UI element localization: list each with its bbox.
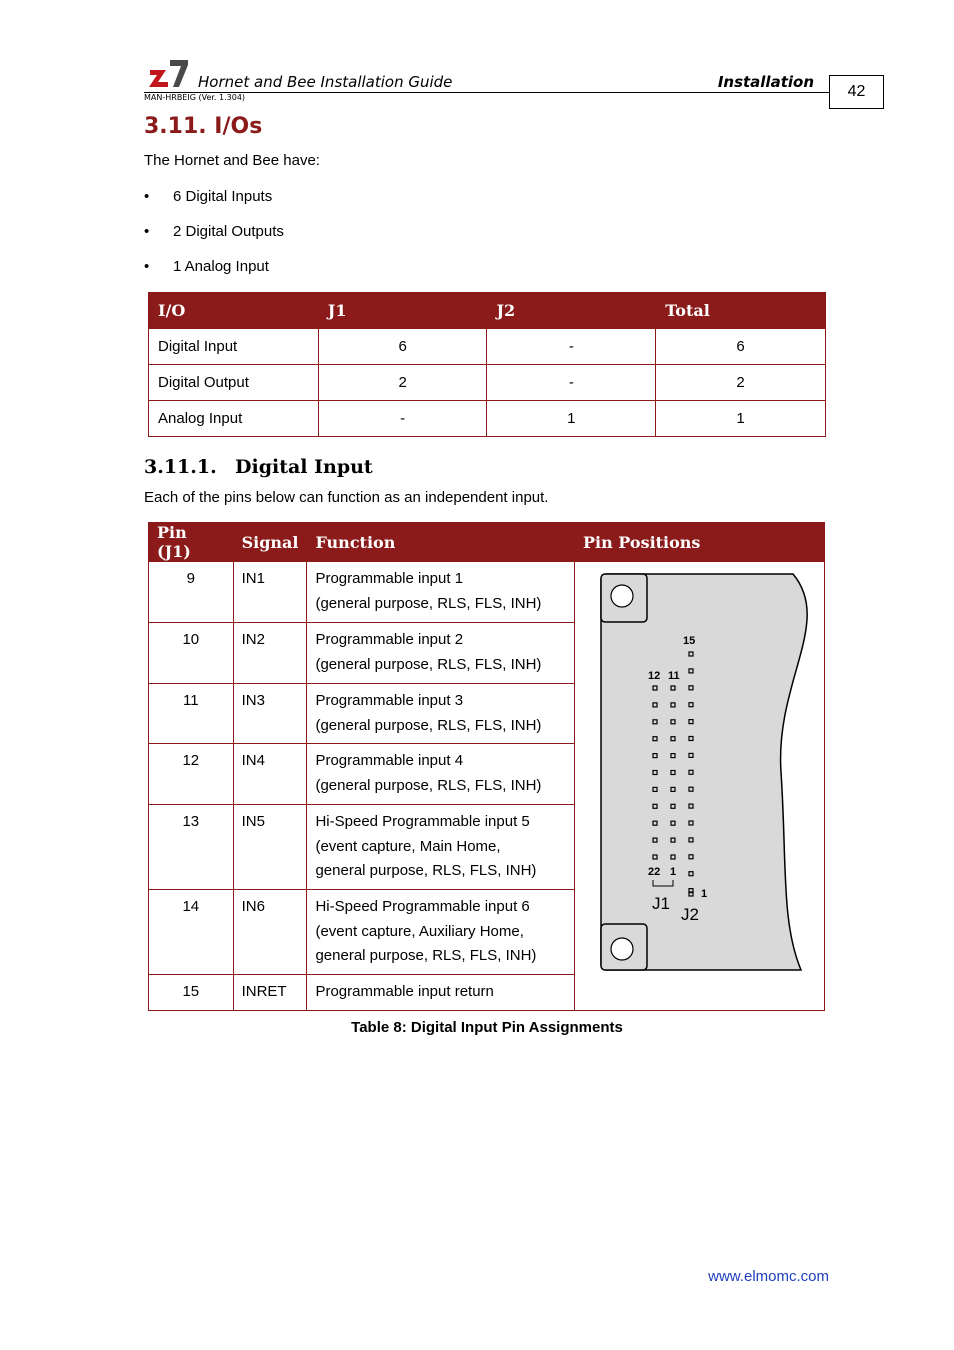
table-caption: Table 8: Digital Input Pin Assignments [351,1019,623,1036]
bullet-item: • 6 Digital Inputs [144,188,284,223]
column-header: Pin (J1) [149,523,234,562]
pin-positions-cell [574,562,824,1011]
function-line: (event capture, Main Home, [315,837,501,855]
function-line: general purpose, RLS, FLS, INH) [315,862,537,879]
column-header: Pin Positions [574,523,824,562]
function-line: (general purpose, RLS, FLS, INH) [315,594,542,612]
signal-cell: IN4 [233,744,307,805]
function-line: Hi-Speed Programmable input 5 [315,813,530,830]
function-cell [307,562,575,623]
io-bullet-list [144,188,284,293]
bullet-item: • 1 Analog Input [144,258,284,293]
pin-label-22: 22 [647,866,661,878]
subsection-number: 3.11.1. [144,456,217,478]
pin-label-15: 15 [682,635,696,647]
intro-text: The Hornet and Bee have: [144,152,320,169]
section-title: 3.11. I/Os [144,114,263,139]
column-header: Signal [233,523,307,562]
table-row [149,562,825,623]
pin-cell: 12 [149,744,234,805]
signal-cell: IN6 [233,890,307,975]
function-cell [307,623,575,684]
digital-input-table [148,522,825,1011]
mounting-hole-top [611,585,633,607]
connector-board [601,574,807,970]
function-line: Hi-Speed Programmable input 6 [315,898,530,915]
signal-cell: IN3 [233,684,307,744]
function-line: (general purpose, RLS, FLS, INH) [315,776,542,794]
io-table [148,292,826,437]
pin-cell: 15 [149,975,234,1011]
j1-label: J1 [651,894,670,913]
bullet-item: • 2 Digital Outputs [144,223,284,258]
signal-cell: IN1 [233,562,307,623]
table-cell: 6 [318,329,487,365]
table-cell: 2 [318,365,487,401]
page-number: 42 [829,75,884,109]
function-line: general purpose, RLS, FLS, INH) [315,947,537,964]
signal-cell: IN2 [233,623,307,684]
table-row [149,401,826,437]
function-cell [307,805,575,890]
header-rule [144,92,830,93]
table-cell: Digital Output [149,365,319,401]
pin-label-11: 11 [667,670,680,682]
function-line: (general purpose, RLS, FLS, INH) [315,655,542,673]
table-cell: Digital Input [149,329,319,365]
function-line: (general purpose, RLS, FLS, INH) [315,716,542,734]
j2-label: J2 [680,905,699,924]
function-line: Programmable input 2 [315,631,464,648]
function-cell [307,890,575,975]
function-line: Programmable input 1 [315,570,464,587]
pin-cell: 10 [149,623,234,684]
table-cell: - [487,329,656,365]
table-cell: 1 [656,401,826,437]
header-doc-title: Hornet and Bee Installation Guide [198,73,453,91]
table-cell: 1 [487,401,656,437]
column-header: Function [307,523,575,562]
column-header: Total [656,293,826,329]
column-header: J2 [487,293,656,329]
subsection-name: Digital Input [235,456,373,478]
pin-cell: 11 [149,684,234,744]
signal-cell: IN5 [233,805,307,890]
table-row [149,329,826,365]
table-cell: - [318,401,487,437]
function-line: Programmable input return [315,983,494,1000]
connector-pin-diagram [575,562,824,1010]
column-header: J1 [318,293,487,329]
pin-label-1-j2: 1 [700,888,708,900]
table-row [149,365,826,401]
mounting-hole-bottom [611,938,633,960]
table-cell: - [487,365,656,401]
table-cell: Analog Input [149,401,319,437]
column-header: I/O [149,293,319,329]
pin-cell: 13 [149,805,234,890]
function-line: Programmable input 3 [315,692,464,709]
pin-label-12: 12 [647,670,661,682]
function-line: Programmable input 4 [315,752,464,769]
function-cell [307,684,575,744]
table-cell: 2 [656,365,826,401]
pin-label-1-j1: 1 [669,866,677,878]
signal-cell: INRET [233,975,307,1011]
function-cell [307,975,575,1011]
pin-cell: 14 [149,890,234,975]
function-cell [307,744,575,805]
subsection-intro: Each of the pins below can function as an independent input. [144,489,549,506]
header-section: Installation [717,73,814,91]
function-line: (event capture, Auxiliary Home, [315,922,524,940]
pin-cell: 9 [149,562,234,623]
footer-website-link[interactable]: www.elmomc.com [708,1268,829,1285]
elmo-logo-icon [148,58,190,88]
table-header-row [149,523,825,562]
table-header-row [149,293,826,329]
subsection-title [144,456,373,478]
header-version: MAN-HRBEIG (Ver. 1.304) [144,93,246,102]
table-cell: 6 [656,329,826,365]
